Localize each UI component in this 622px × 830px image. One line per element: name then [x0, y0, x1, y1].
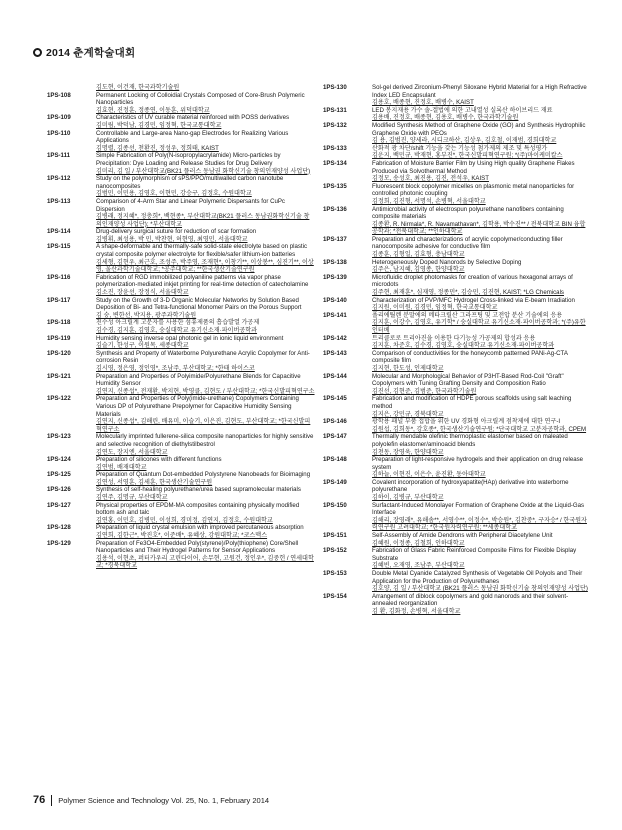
poster-body — [96, 92, 315, 115]
poster-body — [96, 471, 315, 486]
conference-logo-icon — [33, 48, 42, 57]
poster-title: Fluorescent block copolymer micelles on plasmonic metal nanoparticles for controlled photonic coupling — [372, 182, 575, 198]
poster-authors: 김수경, 김지훈, 김영호, 숭실대학교 유기신소재·파이버공학과 — [96, 327, 258, 334]
poster-code: 1PS-139 — [323, 273, 347, 281]
poster-authors: 김혜원, 이정종, 김철희, 인하대학교 — [372, 539, 465, 547]
poster-title: Simple Fabrication of Poly(N-isopropylacrylamide) Micro-particles by Precipitation: Dye Loading and Release Studies for Drug Delivery — [96, 152, 281, 167]
poster-code: 1PS-118 — [47, 319, 71, 327]
poster-entry — [47, 486, 315, 501]
poster-body — [372, 593, 591, 616]
poster-authors: 김시영, 정은영, 정인영*, 조남주, 부산대학교; *한태 하이스코 — [96, 364, 255, 372]
poster-authors: 김하늘, 이현진, 이은수, 윤진환, 동아대학교 — [372, 471, 486, 479]
poster-title: Physical properties of EPDM-MA composites containing physically modified bottom ash and talc — [96, 501, 300, 517]
poster-entry — [323, 456, 591, 479]
poster-body — [96, 395, 315, 433]
journal-citation: Polymer Science and Technology Vol. 25, No. 1, February 2014 — [58, 795, 270, 805]
poster-entry — [323, 274, 591, 297]
poster-body — [372, 122, 591, 145]
poster-title: Permanent Locking of Colloidial Crystals Composed of Core-Brush Polymeric Nanoparticles — [96, 91, 305, 107]
poster-body — [372, 570, 591, 593]
poster-code: 1PS-141 — [323, 311, 347, 319]
poster-entry — [323, 297, 591, 312]
poster-title: 광학용 패널 부품 접합을 위한 UV 경화형 아크릴계 점착제에 대한 연구-I — [372, 418, 561, 426]
poster-title: 폴리에틸렌 분말에의 메타크릴산 그라프팅 및 고전압 분산 기술에의 응용 — [372, 311, 563, 319]
poster-entry — [323, 107, 591, 122]
poster-code: 1PS-131 — [323, 106, 347, 114]
poster-title: Synthesis and Property of Waterborne Polyurethane Acrylic Copolymer for Anti-corrosion Resin — [96, 349, 310, 365]
poster-code: 1PS-115 — [47, 243, 71, 251]
poster-authors: 김명렬, 김종선, 천환진, 정성우, 정희태, KAIST — [96, 144, 219, 152]
poster-entry — [47, 319, 315, 334]
poster-entry — [47, 297, 315, 320]
poster-title: Characteristics of UV curable material reinforced with POSS derivatives — [96, 114, 290, 122]
poster-entry — [47, 395, 315, 433]
poster-title: Study on the Growth of 3-D Organic Molecular Networks by Solution Based Deposition of Bi- and Tetra-functional Monomer Pairs on the Porous Support — [96, 296, 302, 312]
poster-entry — [323, 350, 591, 373]
poster-code: 1PS-133 — [323, 144, 347, 152]
poster-body — [372, 274, 591, 297]
poster-body — [372, 456, 591, 479]
poster-entry — [47, 502, 315, 525]
poster-entry — [323, 259, 591, 274]
poster-code: 1PS-119 — [47, 334, 71, 342]
poster-authors: 김연지, 신종섭*, 김해린, 배유미, 이슬기, 이은진, 김현도, 부산대학교; *한국신발피혁연구소 — [96, 418, 311, 433]
poster-body — [96, 297, 315, 320]
poster-entry — [323, 183, 591, 206]
poster-body — [372, 145, 591, 160]
poster-authors: 김슬기, 한성구, 이원목, 세종대학교 — [96, 342, 189, 350]
poster-body — [96, 335, 315, 350]
carryover-authors: 김도현, 이건재, 한국과학기술원 — [96, 84, 180, 91]
poster-code: 1PS-125 — [47, 471, 71, 479]
poster-title: Preparation of light-responsive hydrogels and their application on drug release system — [372, 456, 584, 471]
poster-body — [372, 297, 591, 312]
poster-entry — [323, 418, 591, 433]
poster-entry — [47, 433, 315, 456]
poster-entry — [47, 373, 315, 396]
poster-entry — [323, 502, 591, 532]
poster-code: 1PS-121 — [47, 372, 71, 380]
poster-authors: 김용석, 이현초, 퍼터카우리 고린다이어, 손무현, 고원건, 정인우*, 김중헌 / 연세대학교; *경북대학교 — [96, 554, 314, 570]
poster-code: 1PS-116 — [47, 273, 71, 281]
poster-title: Preparation of Quantum Dot-embedded Polystyrene Nanobeads for Bioimaging — [96, 471, 311, 479]
poster-title: Preparation of liquid crystal emulsion with improved percutaneous absorption — [96, 524, 304, 532]
poster-authors: 김 용, 김범진, 양세라, 시디크하산, 김상우, 김호철, 이재범, 경희대학교 — [372, 137, 557, 145]
poster-code: 1PS-124 — [47, 456, 71, 464]
poster-title: Characterization of PVP/MFC Hydrogel Cross-linked via E-beam Irradiation — [372, 296, 575, 304]
poster-body — [96, 130, 315, 153]
poster-title: 친수성 아크릴계 고분자를 사용한 섬유제품의 흡습발열 가공제 — [96, 319, 260, 327]
poster-authors: 김지원, 이미원, 김경민, 임정혁, 한국교통대학교 — [372, 304, 498, 312]
poster-authors: 김운지, 백민규, 박재현, 홍부진*, 한국신발피혁연구원; *(주)마이케미칼스 — [372, 152, 563, 160]
poster-code: 1PS-111 — [47, 152, 71, 160]
poster-authors: 김미리, 김 일 / 부산대학교(BK21 플러스 동남권 화학신기술 창의인재양성 사업단) — [96, 167, 311, 175]
poster-code: 1PS-114 — [47, 228, 71, 236]
poster-title: Comparison of 4-Arm Star and Linear Polymeric Dispersants for CuPc Dispersion — [96, 197, 285, 213]
poster-authors: 김진선, 김현준, 김범준, 한국과학기술원 — [372, 387, 477, 395]
header-title: 2014 춘계학술대회 — [46, 46, 136, 59]
poster-entry — [323, 84, 591, 107]
poster-code: 1PS-129 — [47, 539, 71, 547]
poster-title: Double Metal Cyanide Catalyzed Synthesis of Vegetable Oil Polyols and Their Application for the Production of Polyurethanes — [372, 570, 583, 585]
poster-authors: 김주은, 남지혜, 김영종, 한양대학교 — [372, 266, 465, 274]
poster-authors: 김지은, 강민규, 경북대학교 — [372, 410, 444, 418]
poster-authors: 김주현, 최재훈*, 심재영, 정종민*, 김승민, 김진현, KAIST; *LG Chemicals — [372, 289, 564, 297]
poster-code: 1PS-122 — [47, 395, 71, 403]
poster-title: Thermally mendable olefinic thermoplastic elastomer based on maleated polyolefin elastomer/aminoacid blends — [372, 433, 568, 448]
poster-authors: 김 숭, 변한선, 박지용, 광주과학기술원 — [96, 311, 197, 319]
poster-code: 1PS-113 — [47, 197, 71, 205]
poster-code: 1PS-138 — [323, 258, 347, 266]
page-footer — [33, 794, 269, 806]
poster-body — [372, 479, 591, 502]
poster-code: 1PS-140 — [323, 296, 347, 304]
right-entry-list — [323, 84, 591, 616]
poster-code: 1PS-126 — [47, 486, 71, 494]
poster-title: Arrangement of diblock copolymers and gold nanorods and their solvent-annealed reorganization — [372, 592, 569, 608]
poster-entry — [47, 228, 315, 243]
poster-code: 1PS-112 — [47, 175, 71, 183]
poster-authors: 김지현, 한도성, 인제대학교 — [372, 364, 444, 372]
poster-entry — [47, 540, 315, 570]
poster-code: 1PS-146 — [323, 418, 347, 426]
poster-entry — [323, 532, 591, 547]
poster-body — [372, 259, 591, 274]
poster-code: 1PS-144 — [323, 372, 347, 380]
poster-code: 1PS-123 — [47, 433, 71, 441]
poster-code: 1PS-152 — [323, 547, 347, 555]
poster-authors: 김하이, 김병규, 부산대학교 — [372, 494, 444, 502]
poster-entry — [323, 206, 591, 236]
poster-authors: 김미림, 박덕남, 김경민, 임정혁, 한국교통대학교 — [96, 121, 222, 129]
poster-authors: 김효현, 진정훈, 정종연, 이동훈, 위덕대학교 — [96, 106, 210, 114]
poster-authors: 김병래, 정지혜*, 정충희*, 백현종*, 부산대학교(BK21 플러스 동남권화학신기술 창의인재양성 사업단); *부산대학교 — [96, 213, 310, 228]
poster-title: Fabrication and modification of HDPE porous scaffolds using salt leaching method — [372, 395, 572, 410]
poster-title: 산화적 광 차단/shift 기능을 갖는 기능성 첨가제의 제조 및 특성평가 — [372, 144, 548, 152]
poster-code: 1PS-110 — [47, 129, 71, 137]
poster-entry — [47, 114, 315, 129]
poster-body — [96, 243, 315, 273]
poster-authors: 김종훈, 김형일, 김효형, 충남대학교 — [372, 251, 465, 259]
poster-body — [372, 373, 591, 396]
poster-title: Fabrication of Moisture Barrier Film by Using High quality Graphene Flakes Produced via Solvothermal Method — [372, 159, 575, 175]
poster-code: 1PS-135 — [323, 182, 347, 190]
poster-authors: 김연홍, 이민호, 김병민, 이성희, 경미정, 김연지, 김정호, 수원대학교 — [96, 516, 273, 524]
poster-code: 1PS-128 — [47, 524, 71, 532]
poster-authors: 김소진, 장윤선, 장정식, 서울대학교 — [96, 289, 189, 297]
poster-entry — [323, 395, 591, 418]
right-column — [323, 84, 591, 616]
poster-body — [372, 236, 591, 259]
poster-title: Heterogeneously Doped Nanorods by Selective Doping — [372, 258, 522, 266]
poster-body — [96, 373, 315, 396]
poster-body — [96, 524, 315, 539]
poster-title: A shape-deformable and thermally-safe solid-state electrolyte based on plastic crystal composite polymer electrolyte for flexible/safer lithium-ion batteries — [96, 243, 308, 259]
poster-code: 1PS-150 — [323, 501, 347, 509]
poster-entry — [323, 593, 591, 616]
poster-code: 1PS-117 — [47, 296, 71, 304]
poster-body — [372, 107, 591, 122]
poster-entry — [323, 312, 591, 335]
poster-entry — [47, 471, 315, 486]
poster-entry — [47, 92, 315, 115]
poster-entry — [47, 350, 315, 373]
poster-authors: 김범민, 이민용, 김영호, 이현민, 강승구, 김정호, 수원대학교 — [96, 190, 252, 198]
poster-entry — [47, 456, 315, 471]
poster-code: 1PS-143 — [323, 349, 347, 357]
poster-entry — [323, 160, 591, 183]
poster-title: Preparation of silicones with different functions — [96, 456, 222, 464]
poster-code: 1PS-147 — [323, 433, 347, 441]
poster-body — [372, 547, 591, 570]
poster-body — [372, 502, 591, 532]
poster-authors: 김연도, 장지엔, 서울대학교 — [96, 448, 168, 456]
poster-body — [372, 433, 591, 456]
poster-body — [96, 486, 315, 501]
poster-entry — [47, 152, 315, 175]
poster-authors: 김용호, 배종현, 진정호, 배병수, KAIST — [372, 99, 474, 107]
page-header — [33, 45, 135, 59]
poster-authors: 김연범, 배재대학교 — [96, 463, 147, 471]
poster-title: Covalent incorporation of hydroxyapatite(HAp) derivative into waterborne polyurethane — [372, 478, 569, 494]
poster-entry — [47, 175, 315, 198]
poster-entry — [323, 547, 591, 570]
left-column — [47, 84, 315, 570]
poster-code: 1PS-132 — [323, 121, 347, 129]
poster-body — [96, 274, 315, 297]
poster-entry — [323, 145, 591, 160]
poster-body — [96, 175, 315, 198]
poster-code: 1PS-154 — [323, 592, 347, 600]
poster-entry — [323, 236, 591, 259]
poster-body — [372, 418, 591, 433]
poster-title: Fabrication of Glass Fabric Reinforced Composite Films for Flexible Display Substrate — [372, 547, 577, 562]
poster-entry — [323, 335, 591, 350]
poster-entry — [47, 274, 315, 297]
poster-entry — [323, 122, 591, 145]
poster-body — [372, 335, 591, 350]
poster-authors: 김세형, 김현우, 최근호, 조성주, 박주영, 조재현*, 이창기**, 이상봉**, 심진기**, 이상영, 울산과학기술대학교; *공주대학교; **한국생산기술연구원 — [96, 258, 314, 274]
poster-title: Controllable and Large-area Nano-gap Electrodes for Realizing Various Applications — [96, 129, 289, 145]
poster-authors: 김연희, 김한근*, 박진호*, 이준배*, 유혜상, 강원대학교; *코스맥스 — [96, 532, 268, 540]
poster-code: 1PS-145 — [323, 395, 347, 403]
poster-body — [372, 312, 591, 335]
poster-authors: 김호양, 김 일 / 부산대학교 (BK21 플러스 동남권 화학신기술 창의인재양성 사업단) — [372, 585, 588, 593]
poster-authors: 김연주, 김명규, 부산대학교 — [96, 494, 168, 502]
poster-title: Preparation of Fe3O4-Embedded Poly(styrene)/Poly(thiophene) Core/Shell Nanoparticles and Their Hydrogel Patterns for Sensor Applications — [96, 539, 299, 555]
poster-title: Study on the polymorphism of sPS/PPO/multiwalled carbon nanotube nanocomposites — [96, 175, 284, 190]
poster-authors: 김정희, 김진형, 서명석, 손병혁, 서울대학교 — [372, 197, 486, 205]
poster-code: 1PS-142 — [323, 334, 347, 342]
poster-entry — [323, 479, 591, 502]
poster-title: Molecularly imprinted fullerene-silica composite nanoparticles for highly sensitive and selective recognition of diethylstilbestrol — [96, 433, 314, 448]
poster-authors: 김원섭, 김희동*, 강호종*, 한국생산기술연구원; *단국대학교 고분자공학과, CPEM — [372, 425, 587, 433]
poster-body — [372, 350, 591, 373]
poster-code: 1PS-149 — [323, 478, 347, 486]
poster-code: 1PS-120 — [47, 349, 71, 357]
poster-title: Comparison of conductivities for the honeycomb patterned PANi-Ag-CTA composite film — [372, 349, 568, 365]
poster-title: Drug-delivery surgical suture for reduction of scar formation — [96, 228, 257, 236]
poster-entry — [323, 373, 591, 396]
poster-title: Modified Synthesis Method of Graphene Oxide (GO) and Synthesis Hydrophilic Graphene Oxide with PEOs — [372, 121, 586, 137]
poster-title: Humidity sensing inverse opal photonic gel in ionic liquid environment — [96, 334, 284, 342]
poster-title: Antimicrobial activity of electrospun polyurethane nanofibers containing composite materials — [372, 205, 564, 221]
poster-body — [372, 206, 591, 236]
poster-entry — [47, 198, 315, 228]
poster-body — [96, 350, 315, 373]
poster-body — [96, 456, 315, 471]
poster-code: 1PS-109 — [47, 114, 71, 122]
poster-authors: 김연성, 서영훈, 김세훈, 한국생산기술연구원 — [96, 478, 213, 486]
poster-body — [372, 532, 591, 547]
poster-code: 1PS-127 — [47, 501, 71, 509]
poster-body — [372, 84, 591, 107]
poster-entry — [323, 433, 591, 456]
poster-code: 1PS-136 — [323, 205, 347, 213]
poster-entry — [323, 570, 591, 593]
poster-body — [96, 319, 315, 334]
poster-title: Preparation and Properties of Poly(imide-urethane) Copolymers Containing Various DP of Polyurethane Prepolymer for Capacitive Humidity Sensing Materials — [96, 395, 299, 418]
poster-body — [96, 152, 315, 175]
poster-body — [372, 160, 591, 183]
poster-title: Sol-gel derived Zirconium-Phenyl Siloxane Hybrid Material for a High Refractive Index LED Encapsulant — [372, 84, 587, 99]
poster-body — [96, 228, 315, 243]
poster-authors: 김병휘, 최성용, 박 민, 박찬현, 허현영, 최영민, 서울대학교 — [96, 235, 248, 243]
poster-authors: 김정모, 송성호, 최진용, 김진, 전석우, KAIST — [372, 175, 489, 183]
poster-body — [96, 114, 315, 129]
left-entry-list — [47, 92, 315, 570]
poster-authors: 김연지, 신종섭*, 전재환, 박지현, 박영클, 김현도 / 부산대학교; *한국신발피혁연구소 — [96, 387, 315, 395]
poster-title: Preparation and Properties of Polyimide/Polyurethane Blends for Capacitive Humidity Sensor — [96, 372, 301, 388]
poster-authors: 김용배, 진정호, 배종현, 김용호, 배병수, 한국과학기술원 — [372, 114, 519, 122]
poster-authors: 김지훈, 차준호, 김수경, 김영호, 숭실대학교 유기신소재·파이버공학과 — [372, 342, 555, 350]
poster-authors: 김혜빈, 오재영, 조남주, 부산대학교 — [372, 562, 465, 570]
poster-authors: 김해리, 장영래*, 유해솜**, 서영수**, 이정수*, 박승원*, 김찬중*, 구자승* / 한국원자력연구원 고려대학교; *한국원자력연구원; **세종대학교 — [372, 516, 587, 532]
poster-body — [96, 198, 315, 228]
poster-code: 1PS-148 — [323, 456, 347, 464]
poster-code: 1PS-134 — [323, 159, 347, 167]
poster-authors: 김천동, 장영욱, 한양대학교 — [372, 448, 444, 456]
poster-authors: 김지훈, 이강수, 김영호, 유기학* / 숭실대학교 유기신소재·파이버공학과; *(주)유한인터베 — [372, 319, 586, 334]
poster-code: 1PS-130 — [323, 84, 347, 91]
poster-code: 1PS-108 — [47, 91, 71, 99]
page-number: 76 — [33, 794, 46, 806]
poster-body — [372, 395, 591, 418]
poster-body — [96, 502, 315, 525]
poster-code: 1PS-137 — [323, 235, 347, 243]
poster-authors: 김 환, 김화정, 손병혁, 서울대학교 — [372, 607, 461, 615]
poster-title: Surfactant-Induced Monolayer Formation of Graphene Oxide at the Liquid-Gas Interface — [372, 501, 585, 517]
poster-authors: 김종환, R. Nirmala*, R. Navamathavan*, 김학용, 박수진** / 전북대학교 BIN 융합공학과; *전북대학교; **인하대학교 — [372, 220, 586, 236]
poster-title: Preparation and characterizations of acrylic copolymer/conducting filler nanocomposite adhesive for conductive film — [372, 235, 563, 251]
poster-entry — [47, 524, 315, 539]
poster-body — [96, 540, 315, 570]
poster-entry — [47, 130, 315, 153]
poster-body — [96, 433, 315, 456]
poster-title: LED 봉지재용 가수 솔-겔법에 의한 고내열성 실록산 하이브리드 재료 — [372, 106, 553, 114]
poster-title: Self-Assembly of Amide Dendrons with Peripheral Diacetylene Unit — [372, 532, 553, 540]
footer-divider — [51, 795, 52, 806]
poster-title: Fabrication of RGD immobilized polyaniline patterns via vapor phase polymerization-mediated inkjet printing for real-time detection of catecholamine — [96, 273, 309, 289]
poster-code: 1PS-151 — [323, 532, 347, 540]
poster-code: 1PS-153 — [323, 570, 347, 577]
poster-entry — [47, 243, 315, 273]
poster-title: Microfluidic droplet photomasks for creation of various hexagonal arrays of microdots — [372, 273, 573, 289]
poster-title: Synthesis of self-healing polyurethane/urea based supramolecular materials — [96, 486, 301, 494]
poster-body — [372, 183, 591, 206]
poster-entry — [47, 335, 315, 350]
poster-title: 트리클로로 트리아진을 이용한 다기능성 가공제의 합성과 응용 — [372, 334, 536, 342]
poster-title: Molecular and Morphological Behavior of P3HT-Based Rod-Coil "Graft" Copolymers with Tuning Grafting Density and Composition Ratio — [372, 372, 564, 388]
